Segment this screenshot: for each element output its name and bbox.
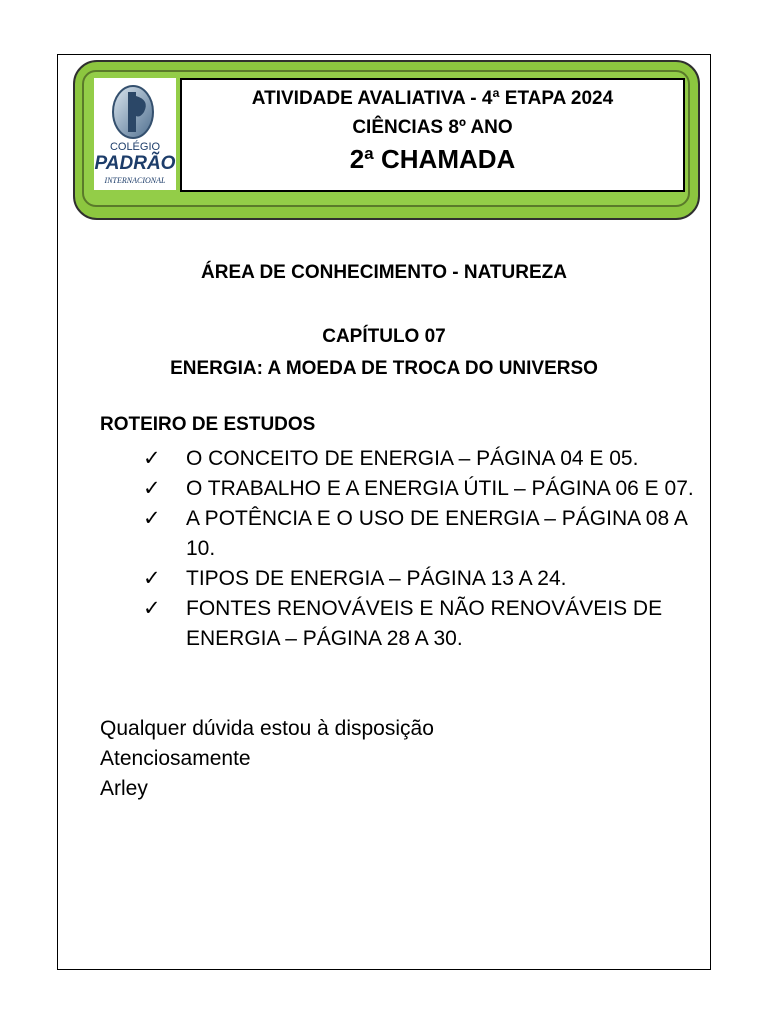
closing-message (100, 714, 434, 804)
chapter-number: CAPÍTULO 07 (322, 326, 446, 347)
knowledge-area: ÁREA DE CONHECIMENTO - NATUREZA (201, 262, 567, 283)
svg-text:PADRÃO: PADRÃO (94, 153, 176, 174)
checkmark-icon: ✓ (143, 597, 161, 620)
chapter-title: ENERGIA: A MOEDA DE TROCA DO UNIVERSO (170, 358, 598, 379)
list-item: ✓ TIPOS DE ENERGIA – PÁGINA 13 A 24. (143, 564, 703, 594)
list-item: ✓ FONTES RENOVÁVEIS E NÃO RENOVÁVEIS DE ENERGIA – PÁGINA 28 A 30. (143, 594, 703, 654)
closing-signature: Arley (100, 777, 148, 800)
svg-text:COLÉGIO: COLÉGIO (109, 141, 161, 153)
subject-grade: CIÊNCIAS 8º ANO (352, 117, 513, 138)
closing-salutation: Atenciosamente (100, 747, 251, 770)
study-guide-title: ROTEIRO DE ESTUDOS (100, 414, 316, 435)
list-item: ✓ O CONCEITO DE ENERGIA – PÁGINA 04 E 05. (143, 444, 703, 474)
call-label: 2ª CHAMADA (349, 144, 516, 174)
checkmark-icon: ✓ (143, 567, 161, 590)
list-item: ✓ O TRABALHO E A ENERGIA ÚTIL – PÁGINA 06 E 07. (143, 474, 703, 504)
school-logo (94, 78, 176, 190)
header-title-box (180, 78, 685, 192)
school-logo-icon (94, 78, 176, 190)
checkmark-icon: ✓ (143, 447, 161, 470)
svg-text:INTERNACIONAL: INTERNACIONAL (104, 176, 166, 185)
study-guide-list (143, 444, 703, 654)
checkmark-icon: ✓ (143, 477, 161, 500)
checkmark-icon: ✓ (143, 507, 161, 530)
closing-line: Qualquer dúvida estou à disposição (100, 717, 434, 740)
list-item: ✓ A POTÊNCIA E O USO DE ENERGIA – PÁGINA 08 A 10. (143, 504, 703, 564)
assessment-title: ATIVIDADE AVALIATIVA - 4ª ETAPA 2024 (251, 88, 614, 109)
